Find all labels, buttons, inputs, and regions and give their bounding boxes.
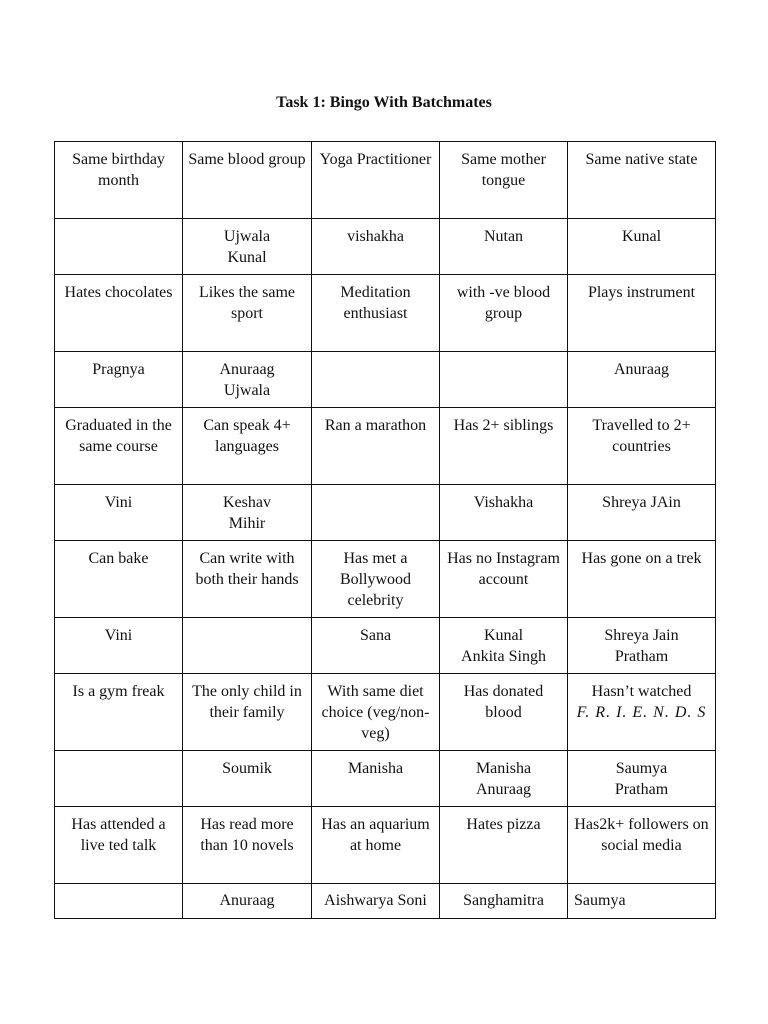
name-text: Ujwala Kunal [223, 228, 271, 266]
task-cell: Travelled to 2+ countries [568, 408, 716, 485]
task-cell: Has attended a live ted talk [55, 807, 183, 884]
name-text: Manisha [347, 760, 404, 777]
names-row [55, 352, 716, 408]
name-text: Shreya JAin [602, 494, 681, 511]
names-row [55, 219, 716, 275]
task-row [55, 674, 716, 751]
task-cell: Same blood group [183, 142, 312, 219]
task-cell: Same birthday month [55, 142, 183, 219]
task-cell: Has met a Bollywood celebrity [312, 541, 440, 618]
name-cell [440, 485, 568, 541]
task-cell: Can write with both their hands [183, 541, 312, 618]
name-cell [55, 219, 183, 275]
name-cell [183, 352, 312, 408]
name-text: Saumya [574, 892, 626, 909]
task-cell: Meditation enthusiast [312, 275, 440, 352]
name-cell [55, 618, 183, 674]
name-text: Kunal [621, 228, 662, 245]
name-cell [55, 485, 183, 541]
bingo-table [54, 141, 716, 919]
task-cell: Has 2+ siblings [440, 408, 568, 485]
task-cell: Hates chocolates [55, 275, 183, 352]
task-cell: with -ve blood group [440, 275, 568, 352]
name-cell [312, 352, 440, 408]
name-cell [440, 352, 568, 408]
name-cell [183, 485, 312, 541]
task-cell: Graduated in the same course [55, 408, 183, 485]
task-cell: With same diet choice (veg/non-veg) [312, 674, 440, 751]
name-cell [312, 485, 440, 541]
show-title: F. R. I. E. N. D. S [576, 704, 707, 721]
name-cell [568, 485, 716, 541]
name-text: Saumya Pratham [614, 760, 669, 798]
task-row [55, 142, 716, 219]
task-cell: Yoga Practitioner [312, 142, 440, 219]
task-cell: The only child in their family [183, 674, 312, 751]
name-cell [440, 219, 568, 275]
name-cell [183, 618, 312, 674]
name-text: Pragnya [92, 361, 145, 378]
task-row [55, 408, 716, 485]
task-cell: Has gone on a trek [568, 541, 716, 618]
name-cell [55, 884, 183, 919]
name-cell [183, 751, 312, 807]
name-text: Manisha Anuraag [475, 760, 532, 798]
name-cell [55, 751, 183, 807]
name-cell [568, 352, 716, 408]
name-cell [183, 884, 312, 919]
name-text: Shreya Jain Pratham [604, 627, 679, 665]
name-cell [312, 884, 440, 919]
task-cell: Can speak 4+ languages [183, 408, 312, 485]
task-cell: Has read more than 10 novels [183, 807, 312, 884]
task-cell: Likes the same sport [183, 275, 312, 352]
name-cell [568, 751, 716, 807]
name-text: Vini [104, 627, 133, 644]
name-text: Vishakha [473, 494, 534, 511]
name-cell [312, 618, 440, 674]
task-cell: Same mother tongue [440, 142, 568, 219]
name-text: vishakha [347, 228, 404, 245]
name-text: Aishwarya Soni [324, 892, 427, 909]
task-cell: Has no Instagram account [440, 541, 568, 618]
task-cell: Has donated blood [440, 674, 568, 751]
name-text: Vini [104, 494, 133, 511]
name-cell [312, 219, 440, 275]
task-cell: Hates pizza [440, 807, 568, 884]
task-text: Hasn’t watched [591, 683, 692, 700]
name-cell [440, 751, 568, 807]
name-text: Anuraag [219, 892, 275, 909]
task-cell [568, 674, 716, 751]
name-cell [568, 618, 716, 674]
task-cell: Can bake [55, 541, 183, 618]
name-text: Soumik [222, 760, 272, 777]
name-text: Anuraag Ujwala [219, 361, 275, 399]
name-cell [568, 219, 716, 275]
name-cell [312, 751, 440, 807]
name-cell [183, 219, 312, 275]
task-cell: Is a gym freak [55, 674, 183, 751]
name-cell [440, 884, 568, 919]
task-cell: Same native state [568, 142, 716, 219]
task-row [55, 275, 716, 352]
name-text: Anuraag [613, 361, 670, 378]
names-row [55, 751, 716, 807]
task-row [55, 807, 716, 884]
name-text: Sana [359, 627, 392, 644]
name-cell [440, 618, 568, 674]
name-text: Sanghamitra [463, 892, 544, 909]
names-row [55, 618, 716, 674]
page-title: Task 1: Bingo With Batchmates [276, 94, 492, 111]
name-text: Nutan [483, 228, 524, 245]
task-cell: Plays instrument [568, 275, 716, 352]
task-cell: Ran a marathon [312, 408, 440, 485]
task-row [55, 541, 716, 618]
names-row [55, 884, 716, 919]
name-text: Kunal Ankita Singh [461, 627, 546, 665]
names-row [55, 485, 716, 541]
name-text: Keshav Mihir [223, 494, 271, 532]
task-cell: Has2k+ followers on social media [568, 807, 716, 884]
task-cell: Has an aquarium at home [312, 807, 440, 884]
name-cell [55, 352, 183, 408]
name-cell [568, 884, 716, 919]
